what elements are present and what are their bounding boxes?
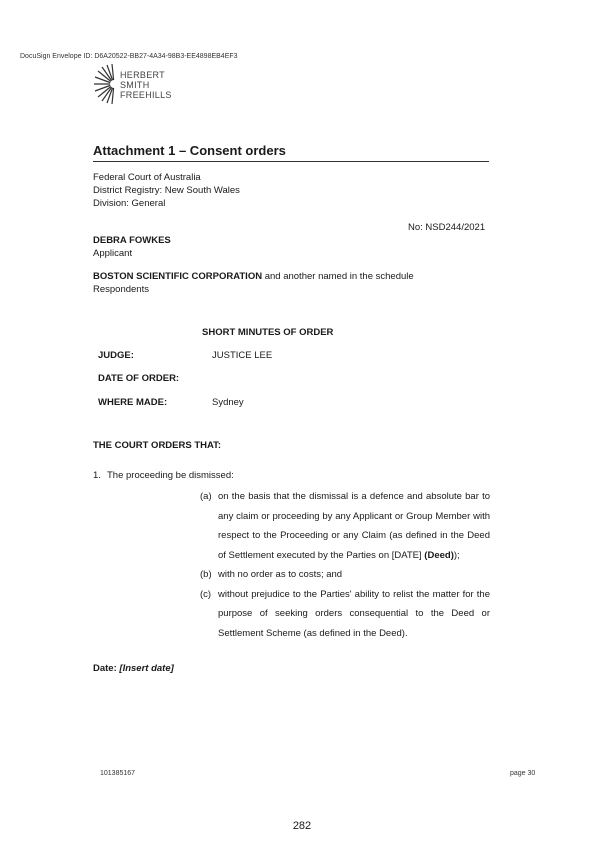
starburst-logo-icon [92, 64, 118, 104]
respondent-block [93, 270, 414, 296]
where-made-value: Sydney [212, 397, 244, 408]
order-text: The proceeding be dismissed: [107, 470, 234, 481]
judge-label: JUDGE: [98, 350, 134, 361]
signature-date: Date: [Insert date] [93, 663, 174, 674]
respondent-role: Respondents [93, 284, 149, 295]
applicant-role: Applicant [93, 248, 133, 259]
where-made-label: WHERE MADE: [98, 397, 168, 408]
page-number: 282 [292, 820, 312, 832]
subparagraph-c: (c) without prejudice to the Parties' ability to relist the matter for the purpose of seeking orders consequential to the Deed or Settlement Scheme (as defined in the Deed). [200, 588, 490, 639]
applicant-block [93, 234, 171, 260]
respondent-name: BOSTON SCIENTIFIC CORPORATION [93, 271, 263, 282]
court-registry: District Registry: New South Wales [93, 185, 240, 196]
heading-divider [93, 161, 489, 162]
document-title: SHORT MINUTES OF ORDER [202, 327, 334, 338]
court-division: Division: General [93, 198, 166, 209]
respondent-rest: and another named in the schedule [262, 271, 414, 282]
docusign-envelope-id: DocuSign Envelope ID: D6A20522-BB27-4A34-98B3-EE4898EB4EF3 [20, 53, 238, 60]
order-number: 1. [93, 470, 101, 481]
subparagraph-a: (a) on the basis that the dismissal is a defence and absolute bar to any claim or proceeding by any Applicant or Group Member with respect to the Proceeding or any Claim (as defined in the Deed of Settlement executed by the Parties on [DATE] (Deed)); [200, 491, 490, 561]
page-heading: Attachment 1 – Consent orders [93, 143, 286, 158]
subparagraph-b: (b) with no order as to costs; and [200, 569, 343, 580]
judge-value: JUSTICE LEE [212, 350, 273, 361]
court-orders-heading: THE COURT ORDERS THAT: [93, 440, 222, 451]
document-number: 101385167 [100, 770, 136, 777]
page-reference: page 30 [510, 770, 536, 777]
file-number: No: NSD244/2021 [408, 222, 486, 233]
court-name: Federal Court of Australia [93, 172, 201, 183]
firm-logo [92, 62, 172, 112]
order-subparagraphs [200, 487, 490, 643]
applicant-name: DEBRA FOWKES [93, 235, 171, 246]
date-of-order-label: DATE OF ORDER: [98, 373, 180, 384]
court-details [93, 171, 240, 210]
firm-name: HERBERT SMITH FREEHILLS [120, 70, 172, 100]
